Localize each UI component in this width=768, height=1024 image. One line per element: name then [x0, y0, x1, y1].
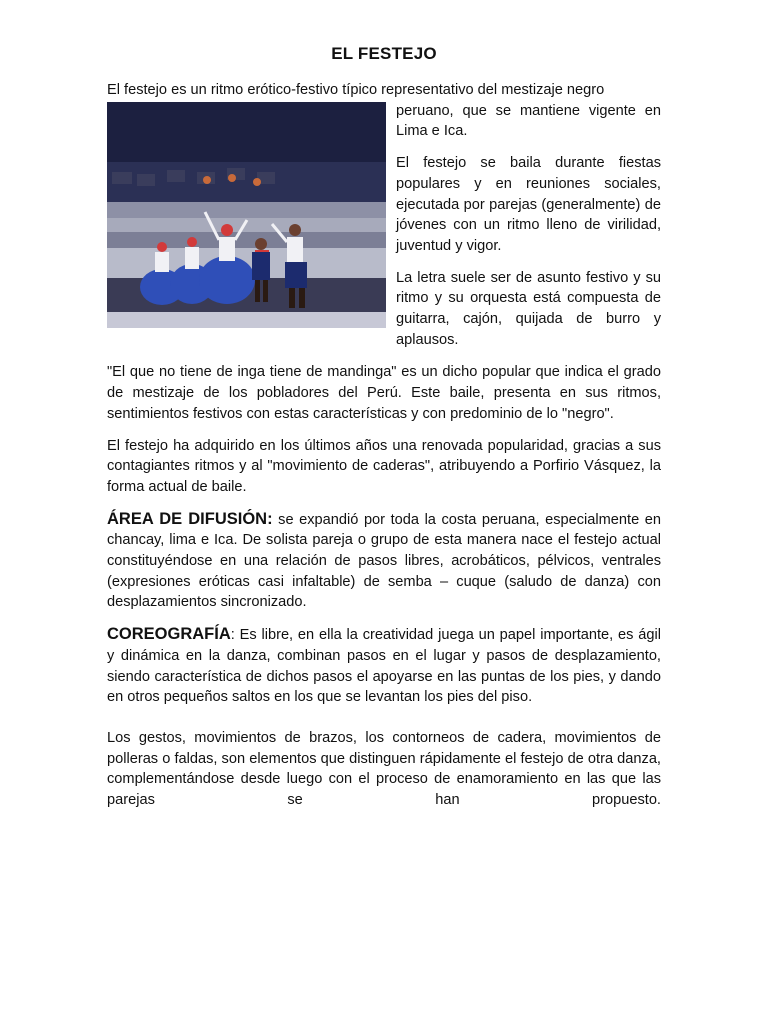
- dance-photo: [107, 102, 386, 328]
- coreografia-text: : Es libre, en ella la creatividad juega un papel importante, es ágil y dinámica en la danza, combinan pasos en el lugar y pasos de desplazamiento, siendo característica de dichos pasos el apoyarse en las puntas de los pies, y dando en otros pequeños saltos en los que se levantan los pies del piso.: [107, 627, 661, 706]
- paragraph-popularidad: El festejo ha adquirido en los últimos años una renovada popularidad, gracias a sus contagiantes ritmos y al "movimiento de caderas", atribuyendo a Porfirio Vásquez, la forma actual de baile.: [107, 437, 661, 495]
- area-difusion-heading: ÁREA DE DIFUSIÓN:: [107, 509, 273, 528]
- paragraph-area-difusion: [107, 509, 661, 614]
- paragraph-baile: El festejo se baila durante fiestas populares y en reuniones sociales, ejecutada por parejas (generalmente) de jóvenes con un ritmo lleno de virilidad, juventud y vigor.: [396, 155, 661, 254]
- dancers-stage-image: [107, 102, 386, 328]
- intro-continued: peruano, que se mantiene vigente en Lima e Ica.: [396, 102, 661, 140]
- intro-first-line: El festejo es un ritmo erótico-festivo típico representativo del mestizaje negro: [107, 82, 605, 98]
- paragraph-letra: La letra suele ser de asunto festivo y su ritmo y su orquesta está compuesta de guitarra, cajón, quijada de burro y aplausos.: [396, 269, 661, 348]
- area-difusion-text: se expandió por toda la costa peruana, especialmente en chancay, lima e Ica. De solista pareja o grupo de esta manera nace el festejo actual constituyéndose en una relación de pasos libres, acrobáticos, pélvicos, ventrales (expresiones eróticas casi infaltable) de semba – cuque (saludo de danza) con desplazamientos sincronizado.: [107, 511, 662, 611]
- paragraph-gestos: Los gestos, movimientos de brazos, los contorneos de cadera, movimientos de polleras o faldas, son elementos que distinguen rápidamente el festejo de otra danza, complementándose desde luego con el proceso de enamoramiento en las que las parejas se han propuesto.: [107, 729, 661, 809]
- coreografia-heading: COREOGRAFÍA: [107, 625, 231, 644]
- paragraph-coreografia: [107, 624, 661, 708]
- page-title: EL FESTEJO: [331, 44, 437, 63]
- paragraph-dicho: "El que no tiene de inga tiene de mandinga" es un dicho popular que indica el grado de mestizaje de los pobladores del Perú. Este baile, presenta en sus ritmos, sentimientos festivos con estas características y con predominio de lo "negro".: [107, 364, 661, 422]
